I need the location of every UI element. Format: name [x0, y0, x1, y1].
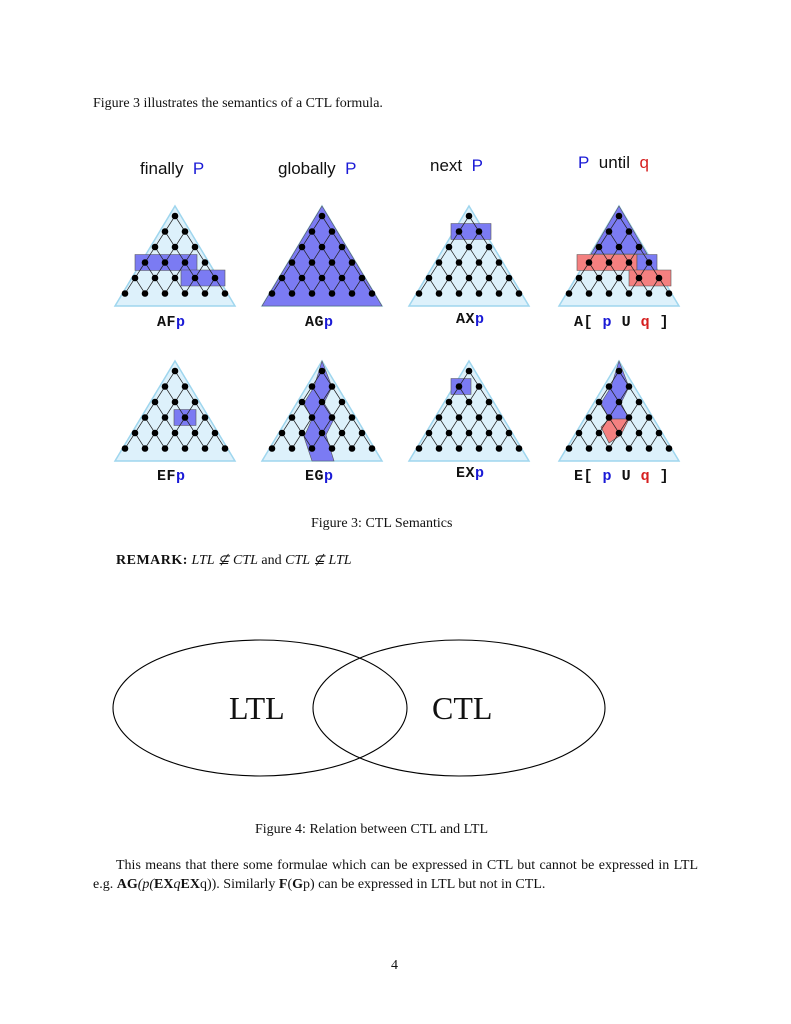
eg-state-dot [329, 383, 336, 390]
eu-state-dot [626, 445, 633, 452]
au-state-dot [616, 275, 623, 282]
eg-state-dot [289, 414, 296, 421]
ef-state-dot [212, 430, 219, 437]
ag-state-dot [289, 290, 296, 297]
ex-state-dot [516, 445, 523, 452]
ex-state-dot [456, 445, 463, 452]
ef-state-dot [192, 430, 199, 437]
ag-state-dot [319, 213, 326, 220]
ag-state-dot [319, 275, 326, 282]
venn-diagram [100, 630, 620, 790]
au-state-dot [606, 228, 613, 235]
ex-state-dot [476, 383, 483, 390]
af-state-dot [162, 259, 169, 266]
au-state-dot [586, 290, 593, 297]
ax-state-dot [496, 290, 503, 297]
ax-state-dot [436, 290, 443, 297]
af-state-dot [172, 275, 179, 282]
ag-state-dot [339, 244, 346, 251]
ag-state-dot [329, 259, 336, 266]
ag-state-dot [309, 259, 316, 266]
ax-state-dot [466, 244, 473, 251]
af-state-dot [152, 275, 159, 282]
af-state-dot [192, 244, 199, 251]
eg-state-dot [279, 430, 286, 437]
ex-state-dot [456, 383, 463, 390]
remark [116, 551, 352, 570]
eu-state-dot [576, 430, 583, 437]
eu-state-dot [616, 368, 623, 375]
af-state-dot [192, 275, 199, 282]
ex-state-dot [476, 414, 483, 421]
caption-ex: EXp [456, 465, 485, 482]
af-state-dot [212, 275, 219, 282]
ex-triangle [409, 361, 529, 461]
ex-state-dot [446, 430, 453, 437]
ag-state-dot [359, 275, 366, 282]
remark-and: and [261, 553, 282, 568]
eg-state-dot [339, 399, 346, 406]
au-state-dot [626, 290, 633, 297]
ax-state-dot [506, 275, 513, 282]
ax-state-dot [456, 290, 463, 297]
ex-state-dot [416, 445, 423, 452]
ef-state-dot [142, 445, 149, 452]
eu-state-dot [646, 445, 653, 452]
ag-state-dot [309, 290, 316, 297]
au-state-dot [636, 244, 643, 251]
au-state-dot [666, 290, 673, 297]
ex-state-dot [496, 414, 503, 421]
ef-state-dot [142, 414, 149, 421]
eu-state-dot [596, 430, 603, 437]
eu-state-dot [606, 414, 613, 421]
eg-state-dot [319, 430, 326, 437]
au-state-dot [616, 213, 623, 220]
ef-state-dot [202, 445, 209, 452]
ax-state-dot [436, 259, 443, 266]
eg-state-dot [289, 445, 296, 452]
af-state-dot [162, 228, 169, 235]
af-state-dot [222, 290, 229, 297]
eg-state-dot [319, 368, 326, 375]
ax-state-dot [456, 259, 463, 266]
caption-au: A[ p U q ] [574, 314, 670, 331]
af-state-dot [142, 290, 149, 297]
eu-state-dot [616, 430, 623, 437]
ag-state-dot [279, 275, 286, 282]
ax-state-dot [496, 259, 503, 266]
ag-state-dot [319, 244, 326, 251]
ax-state-dot [446, 244, 453, 251]
af-state-dot [122, 290, 129, 297]
eu-state-dot [596, 399, 603, 406]
ex-state-dot [506, 430, 513, 437]
af-state-dot [142, 259, 149, 266]
label-until: P until q [578, 153, 649, 172]
au-state-dot [596, 275, 603, 282]
page-number: 4 [391, 958, 398, 973]
ax-state-dot [466, 275, 473, 282]
au-state-dot [566, 290, 573, 297]
ex-state-dot [496, 445, 503, 452]
ax-state-dot [516, 290, 523, 297]
ag-state-dot [349, 290, 356, 297]
ef-state-dot [182, 445, 189, 452]
ax-state-dot [486, 275, 493, 282]
ax-state-dot [476, 259, 483, 266]
eu-state-dot [586, 445, 593, 452]
ex-state-dot [466, 430, 473, 437]
ef-state-dot [172, 368, 179, 375]
eg-state-dot [309, 383, 316, 390]
ag-state-dot [329, 290, 336, 297]
ag-state-dot [329, 228, 336, 235]
label-next: next P [430, 156, 483, 175]
ex-state-dot [486, 399, 493, 406]
ax-state-dot [446, 275, 453, 282]
eu-state-dot [636, 399, 643, 406]
eu-state-dot [666, 445, 673, 452]
ex-state-dot [426, 430, 433, 437]
caption-ag: AGp [305, 314, 334, 331]
eu-state-dot [636, 430, 643, 437]
au-state-dot [586, 259, 593, 266]
caption-af: AFp [157, 314, 186, 331]
eu-state-dot [606, 383, 613, 390]
af-state-dot [152, 244, 159, 251]
au-state-dot [656, 275, 663, 282]
ex-state-dot [436, 414, 443, 421]
eu-state-dot [606, 445, 613, 452]
remark-part1: LTL ⊈ CTL [191, 553, 258, 568]
venn-ltl-label: LTL [229, 690, 285, 726]
ex-state-dot [466, 399, 473, 406]
ex-state-dot [446, 399, 453, 406]
ef-state-dot [172, 399, 179, 406]
caption-eg: EGp [305, 468, 334, 485]
ef-state-dot [192, 399, 199, 406]
au-state-dot [606, 290, 613, 297]
ef-state-dot [152, 399, 159, 406]
remark-label: REMARK: [116, 553, 188, 568]
eg-state-dot [349, 414, 356, 421]
eg-state-dot [339, 430, 346, 437]
venn-ctl-label: CTL [432, 690, 493, 726]
eu-state-dot [566, 445, 573, 452]
eg-state-dot [299, 399, 306, 406]
eg-state-dot [309, 414, 316, 421]
ax-state-dot [466, 213, 473, 220]
caption-eu: E[ p U q ] [574, 468, 670, 485]
ax-state-dot [476, 290, 483, 297]
ag-state-dot [339, 275, 346, 282]
eu-state-dot [586, 414, 593, 421]
ag-state-dot [299, 275, 306, 282]
ef-state-dot [202, 414, 209, 421]
ef-state-dot [132, 430, 139, 437]
au-state-dot [646, 259, 653, 266]
label-finally: finally P [140, 159, 205, 178]
au-state-dot [596, 244, 603, 251]
ag-state-dot [289, 259, 296, 266]
ef-state-dot [162, 383, 169, 390]
ef-state-dot [162, 445, 169, 452]
ef-state-dot [222, 445, 229, 452]
eu-state-dot [646, 414, 653, 421]
af-state-dot [182, 290, 189, 297]
ef-state-dot [172, 430, 179, 437]
au-state-dot [646, 290, 653, 297]
af-state-dot [162, 290, 169, 297]
eg-state-dot [319, 399, 326, 406]
ag-state-dot [269, 290, 276, 297]
ag-state-dot [299, 244, 306, 251]
eu-state-dot [616, 399, 623, 406]
ax-state-dot [486, 244, 493, 251]
ef-state-dot [182, 383, 189, 390]
ex-state-dot [486, 430, 493, 437]
eg-state-dot [309, 445, 316, 452]
ef-state-dot [152, 430, 159, 437]
caption-ef: EFp [157, 468, 186, 485]
ag-state-dot [369, 290, 376, 297]
af-state-dot [172, 244, 179, 251]
af-state-dot [132, 275, 139, 282]
ef-state-dot [162, 414, 169, 421]
af-state-dot [202, 290, 209, 297]
ex-state-dot [436, 445, 443, 452]
au-state-dot [616, 244, 623, 251]
eu-state-dot [626, 383, 633, 390]
ax-state-dot [456, 228, 463, 235]
af-state-dot [182, 228, 189, 235]
ax-state-dot [416, 290, 423, 297]
ag-state-dot [309, 228, 316, 235]
eg-state-dot [359, 430, 366, 437]
figure3-caption: Figure 3: CTL Semantics [311, 516, 453, 531]
caption-ax: AXp [456, 311, 485, 328]
ag-state-dot [349, 259, 356, 266]
eg-state-dot [299, 430, 306, 437]
ex-state-dot [466, 368, 473, 375]
eg-state-dot [269, 445, 276, 452]
ag-highlight-0 [262, 206, 382, 306]
af-state-dot [202, 259, 209, 266]
eg-state-dot [329, 414, 336, 421]
ef-state-dot [182, 414, 189, 421]
ex-state-dot [476, 445, 483, 452]
eg-state-dot [349, 445, 356, 452]
ax-state-dot [476, 228, 483, 235]
remark-part2: CTL ⊈ LTL [285, 553, 352, 568]
figure4-caption: Figure 4: Relation between CTL and LTL [255, 822, 489, 837]
ax-state-dot [426, 275, 433, 282]
eu-state-dot [626, 414, 633, 421]
eu-state-dot [656, 430, 663, 437]
au-state-dot [636, 275, 643, 282]
intro-text: Figure 3 illustrates the semantics of a CTL formula. [93, 96, 383, 111]
ef-state-dot [122, 445, 129, 452]
ax-triangle [409, 206, 529, 306]
ex-state-dot [456, 414, 463, 421]
body-paragraph: This means that there some formulae which can be expressed in CTL but cannot be expressed in LTL e.g. AG(p(EXqEXq)). Similarly F(Gp) can be expressed in LTL but not in CTL. [93, 858, 698, 892]
label-globally: globally P [278, 159, 357, 178]
au-state-dot [626, 228, 633, 235]
au-state-dot [626, 259, 633, 266]
au-state-dot [606, 259, 613, 266]
eg-state-dot [369, 445, 376, 452]
af-state-dot [172, 213, 179, 220]
af-state-dot [182, 259, 189, 266]
eg-state-dot [329, 445, 336, 452]
au-state-dot [576, 275, 583, 282]
